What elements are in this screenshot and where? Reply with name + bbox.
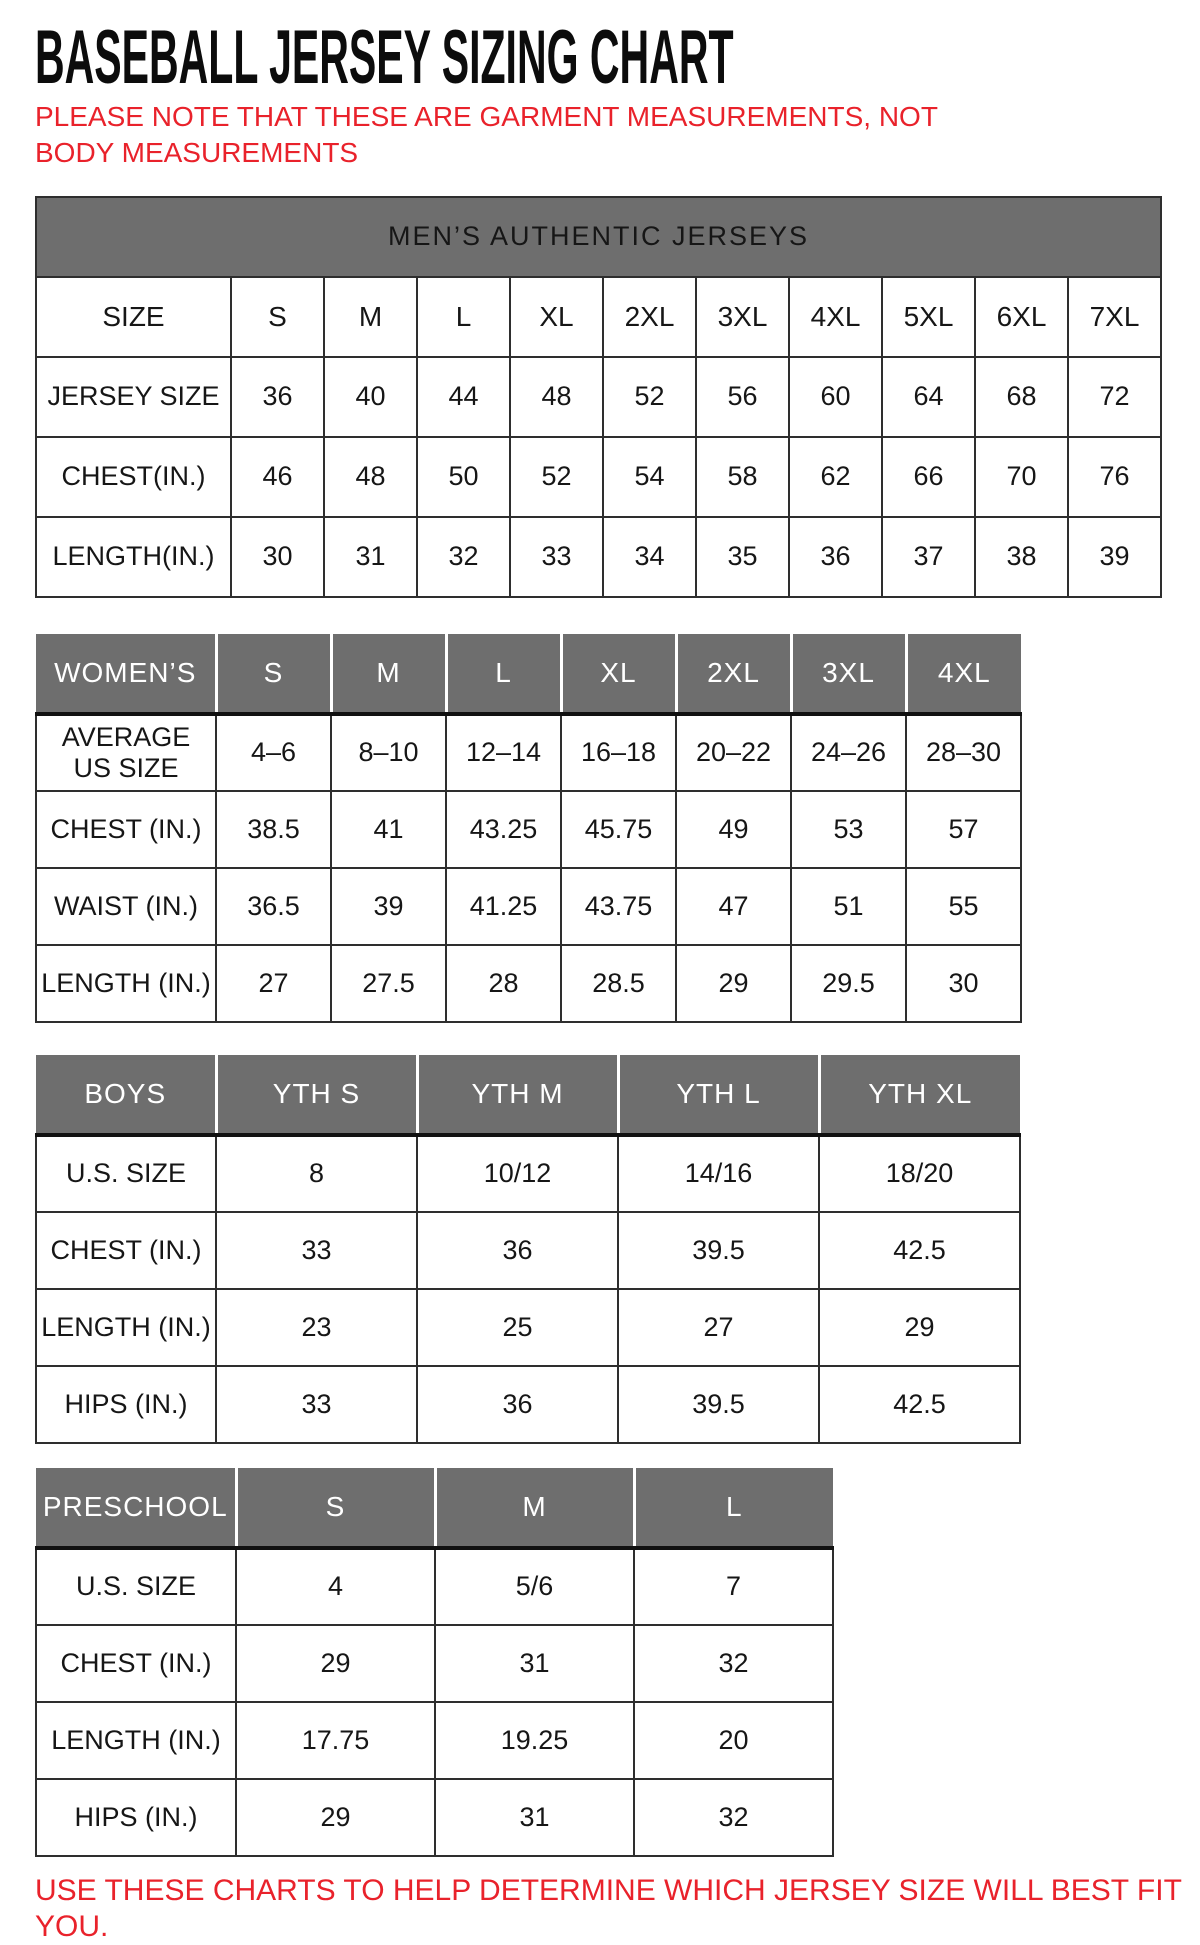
boys-size-header-cell: YTH L [618,1055,819,1135]
table-cell: 7 [634,1548,833,1625]
table-cell: 33 [216,1212,417,1289]
mens-size-header-row [36,277,1161,357]
page-title [35,15,1200,100]
table-cell: 41.25 [446,868,561,945]
table-cell: 31 [435,1625,634,1702]
table-cell: 76 [1068,437,1161,517]
row-label: HIPS (IN.) [36,1366,216,1443]
table-cell: 29 [236,1625,435,1702]
boys-data-row [36,1135,1020,1212]
preschool-data-row [36,1625,833,1702]
mens-title-band-row [36,197,1161,277]
table-cell: 4 [236,1548,435,1625]
table-cell: 72 [1068,357,1161,437]
preschool-data-row [36,1548,833,1625]
table-cell: 54 [603,437,696,517]
womens-table-grid [35,634,1022,1023]
boys-size-header-cell: YTH M [417,1055,618,1135]
table-cell: 19.25 [435,1702,634,1779]
row-label: CHEST(IN.) [36,437,231,517]
boys-table-grid [35,1055,1021,1444]
womens-header-row [36,634,1021,714]
womens-size-header-cell: S [216,634,331,714]
row-label: CHEST (IN.) [36,1625,236,1702]
table-cell: 29 [676,945,791,1022]
table-cell: 44 [417,357,510,437]
table-cell: 32 [417,517,510,597]
womens-size-header-cell: L [446,634,561,714]
boys-sizing-table [35,1055,1200,1444]
row-label: JERSEY SIZE [36,357,231,437]
womens-size-header-cell: 3XL [791,634,906,714]
table-cell: 53 [791,791,906,868]
table-cell: 50 [417,437,510,517]
preschool-size-header-cell: L [634,1468,833,1548]
mens-size-header-cell: S [231,277,324,357]
table-cell: 36 [417,1366,618,1443]
mens-data-row [36,357,1161,437]
row-label: LENGTH (IN.) [36,1702,236,1779]
table-cell: 10/12 [417,1135,618,1212]
table-cell: 28 [446,945,561,1022]
table-cell: 36 [231,357,324,437]
mens-table-grid [35,196,1162,598]
mens-table-title: MEN’S AUTHENTIC JERSEYS [36,197,1161,277]
preschool-table-grid [35,1468,834,1857]
preschool-header-row [36,1468,833,1548]
boys-data-row [36,1289,1020,1366]
table-cell: 34 [603,517,696,597]
row-label: U.S. SIZE [36,1135,216,1212]
womens-size-header-cell: 2XL [676,634,791,714]
table-cell: 25 [417,1289,618,1366]
table-cell: 16–18 [561,714,676,791]
boys-header-row [36,1055,1020,1135]
table-cell: 55 [906,868,1021,945]
table-cell: 70 [975,437,1068,517]
boys-header-label: BOYS [36,1055,216,1135]
table-cell: 32 [634,1625,833,1702]
table-cell: 42.5 [819,1366,1020,1443]
table-cell: 47 [676,868,791,945]
table-cell: 32 [634,1779,833,1856]
table-cell: 29 [236,1779,435,1856]
table-cell: 52 [510,437,603,517]
table-cell: 12–14 [446,714,561,791]
row-label: AVERAGE US SIZE [36,714,216,791]
preschool-size-header-cell: M [435,1468,634,1548]
preschool-header-label: PRESCHOOL [36,1468,236,1548]
table-cell: 39.5 [618,1212,819,1289]
footer-note: USE THESE CHARTS TO HELP DETERMINE WHICH JERSEY SIZE WILL BEST FIT YOU. [35,1873,1182,1943]
mens-size-header-cell: 4XL [789,277,882,357]
womens-sizing-table [35,634,1200,1023]
table-cell: 20–22 [676,714,791,791]
table-cell: 51 [791,868,906,945]
mens-size-header-cell: 7XL [1068,277,1161,357]
table-cell: 48 [510,357,603,437]
table-cell: 48 [324,437,417,517]
womens-size-header-cell: 4XL [906,634,1021,714]
table-cell: 36 [417,1212,618,1289]
table-cell: 30 [906,945,1021,1022]
table-cell: 56 [696,357,789,437]
table-cell: 62 [789,437,882,517]
table-cell: 18/20 [819,1135,1020,1212]
garment-measurement-note: PLEASE NOTE THAT THESE ARE GARMENT MEASUREMENTS, NOT BODY MEASUREMENTS [35,101,938,169]
womens-header-label: WOMEN’S [36,634,216,714]
table-cell: 8–10 [331,714,446,791]
table-cell: 43.75 [561,868,676,945]
table-cell: 52 [603,357,696,437]
table-cell: 64 [882,357,975,437]
mens-data-row [36,517,1161,597]
table-cell: 49 [676,791,791,868]
table-cell: 14/16 [618,1135,819,1212]
row-label: CHEST (IN.) [36,1212,216,1289]
table-cell: 45.75 [561,791,676,868]
table-cell: 27 [216,945,331,1022]
table-cell: 31 [324,517,417,597]
preschool-data-row [36,1702,833,1779]
table-cell: 58 [696,437,789,517]
mens-size-label: SIZE [36,277,231,357]
mens-size-header-cell: 3XL [696,277,789,357]
row-label: U.S. SIZE [36,1548,236,1625]
table-cell: 24–26 [791,714,906,791]
table-cell: 40 [324,357,417,437]
row-label: WAIST (IN.) [36,868,216,945]
table-cell: 38.5 [216,791,331,868]
womens-data-row [36,945,1021,1022]
table-cell: 30 [231,517,324,597]
table-cell: 17.75 [236,1702,435,1779]
table-cell: 39.5 [618,1366,819,1443]
table-cell: 39 [331,868,446,945]
table-cell: 31 [435,1779,634,1856]
table-cell: 43.25 [446,791,561,868]
table-cell: 37 [882,517,975,597]
table-cell: 57 [906,791,1021,868]
boys-size-header-cell: YTH XL [819,1055,1020,1135]
table-cell: 29 [819,1289,1020,1366]
mens-size-header-cell: L [417,277,510,357]
mens-size-header-cell: 2XL [603,277,696,357]
womens-data-row [36,791,1021,868]
womens-size-header-cell: M [331,634,446,714]
mens-size-header-cell: XL [510,277,603,357]
boys-data-row [36,1366,1020,1443]
table-cell: 38 [975,517,1068,597]
table-cell: 5/6 [435,1548,634,1625]
boys-data-row [36,1212,1020,1289]
table-cell: 68 [975,357,1068,437]
table-cell: 66 [882,437,975,517]
table-cell: 4–6 [216,714,331,791]
table-cell: 36 [789,517,882,597]
table-cell: 28–30 [906,714,1021,791]
table-cell: 46 [231,437,324,517]
mens-size-header-cell: M [324,277,417,357]
table-cell: 29.5 [791,945,906,1022]
mens-data-row [36,437,1161,517]
mens-authentic-jerseys-table [35,196,1200,598]
womens-size-header-cell: XL [561,634,676,714]
preschool-sizing-table [35,1468,1200,1857]
table-cell: 8 [216,1135,417,1212]
table-cell: 28.5 [561,945,676,1022]
table-cell: 35 [696,517,789,597]
table-cell: 20 [634,1702,833,1779]
table-cell: 42.5 [819,1212,1020,1289]
table-cell: 27.5 [331,945,446,1022]
table-cell: 41 [331,791,446,868]
table-cell: 36.5 [216,868,331,945]
table-cell: 39 [1068,517,1161,597]
table-cell: 33 [510,517,603,597]
table-cell: 33 [216,1366,417,1443]
table-cell: 27 [618,1289,819,1366]
row-label: LENGTH (IN.) [36,1289,216,1366]
womens-data-row [36,868,1021,945]
page-title-text: BASEBALL JERSEY SIZING CHART [35,15,734,100]
table-cell: 23 [216,1289,417,1366]
womens-data-row [36,714,1021,791]
mens-size-header-cell: 5XL [882,277,975,357]
preschool-data-row [36,1779,833,1856]
row-label: LENGTH(IN.) [36,517,231,597]
row-label: HIPS (IN.) [36,1779,236,1856]
preschool-size-header-cell: S [236,1468,435,1548]
table-cell: 60 [789,357,882,437]
mens-size-header-cell: 6XL [975,277,1068,357]
boys-size-header-cell: YTH S [216,1055,417,1135]
row-label: LENGTH (IN.) [36,945,216,1022]
row-label: CHEST (IN.) [36,791,216,868]
